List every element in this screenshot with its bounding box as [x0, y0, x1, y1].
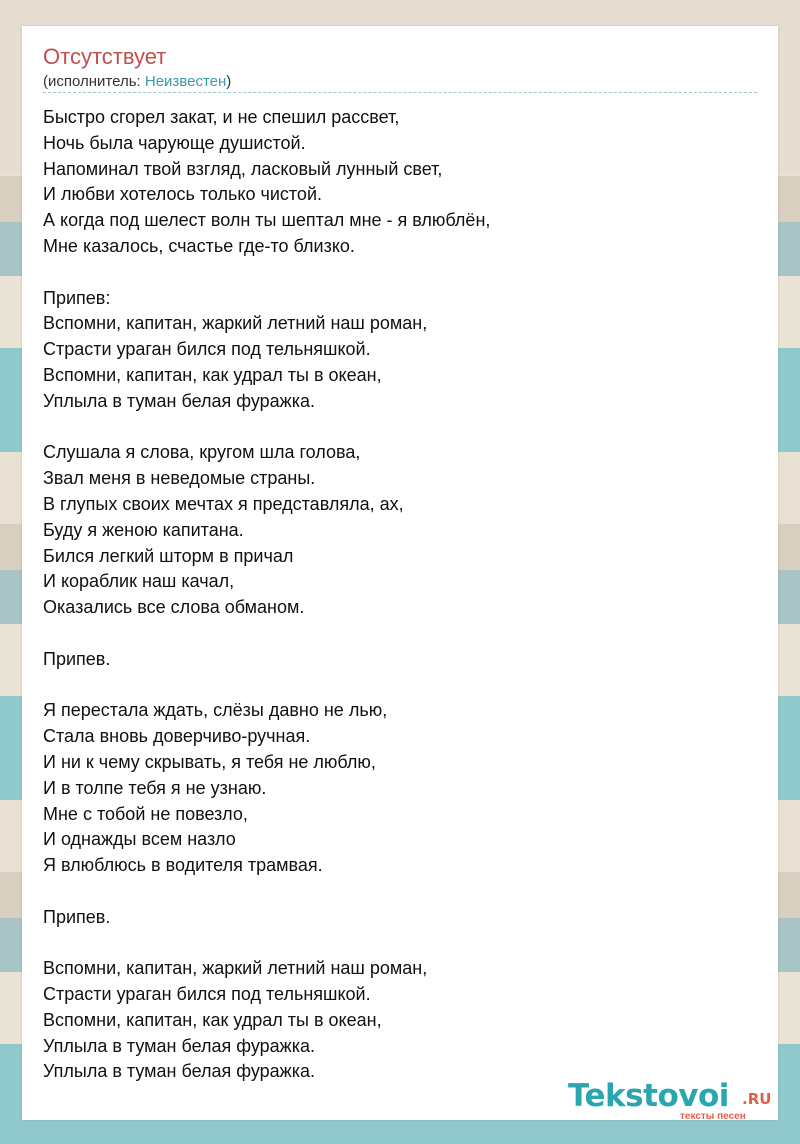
lyrics-blank-line — [43, 260, 757, 286]
site-logo[interactable] — [568, 1078, 778, 1124]
lyrics-line: Уплыла в туман белая фуражка. — [43, 390, 315, 411]
song-title: Отсутствует — [43, 44, 167, 69]
lyrics-line: Звал меня в неведомые страны. — [43, 468, 316, 489]
performer-link[interactable]: Неизвестен — [144, 73, 227, 90]
logo-tld: .RU — [742, 1090, 772, 1108]
logo-tagline: тексты песен — [680, 1111, 746, 1122]
lyrics-line: Стала вновь доверчиво-ручная. — [43, 726, 311, 747]
lyrics-line: А когда под шелест волн ты шептал мне - я влюблён, — [43, 210, 491, 231]
lyrics-text — [43, 105, 757, 1085]
lyrics-line: Припев. — [43, 906, 111, 927]
lyrics-line: В глупых своих мечтах я представляла, ах, — [43, 493, 404, 514]
lyrics-sheet — [22, 26, 778, 1120]
lyrics-line: И в толпе тебя я не узнаю. — [43, 777, 267, 798]
lyrics-line: Слушала я слова, кругом шла голова, — [43, 442, 361, 463]
performer-line — [43, 72, 231, 92]
lyrics-line: Я перестала ждать, слёзы давно не лью, — [43, 700, 388, 721]
lyrics-blank-line — [43, 621, 757, 647]
lyrics-line: Ночь была чарующе душистой. — [43, 132, 306, 153]
lyrics-line: Вспомни, капитан, как удрал ты в океан, — [43, 364, 382, 385]
header-divider — [43, 92, 757, 93]
lyrics-blank-line — [43, 673, 757, 699]
lyrics-line: И ни к чему скрывать, я тебя не люблю, — [43, 751, 376, 772]
lyrics-line: Припев. — [43, 648, 111, 669]
lyrics-line: Вспомни, капитан, жаркий летний наш роман, — [43, 313, 428, 334]
lyrics-line: Я влюблюсь в водителя трамвая. — [43, 855, 323, 876]
lyrics-line: Уплыла в туман белая фуражка. — [43, 1061, 315, 1082]
lyrics-line: Напоминал твой взгляд, ласковый лунный свет, — [43, 158, 443, 179]
logo-name: Tekstovoi — [568, 1078, 729, 1114]
lyrics-line: Вспомни, капитан, жаркий летний наш роман, — [43, 958, 428, 979]
lyrics-line: Мне с тобой не повезло, — [43, 803, 248, 824]
lyrics-line: И любви хотелось только чистой. — [43, 184, 322, 205]
lyrics-line: И кораблик наш качал, — [43, 571, 235, 592]
lyrics-line: Мне казалось, счастье где-то близко. — [43, 235, 355, 256]
lyrics-line: Буду я женою капитана. — [43, 519, 244, 540]
lyrics-blank-line — [43, 879, 757, 905]
lyrics-blank-line — [43, 415, 757, 441]
lyrics-line: Оказались все слова обманом. — [43, 597, 305, 618]
lyrics-line: И однажды всем назло — [43, 829, 236, 850]
lyrics-line: Припев: — [43, 287, 111, 308]
lyrics-line: Страсти ураган бился под тельняшкой. — [43, 339, 371, 360]
performer-prefix: (исполнитель: — [43, 73, 145, 90]
lyrics-line: Вспомни, капитан, как удрал ты в океан, — [43, 1009, 382, 1030]
lyrics-line: Страсти ураган бился под тельняшкой. — [43, 984, 371, 1005]
lyrics-line: Уплыла в туман белая фуражка. — [43, 1035, 315, 1056]
lyrics-line: Быстро сгорел закат, и не спешил рассвет, — [43, 107, 400, 127]
lyrics-line: Бился легкий шторм в причал — [43, 545, 294, 566]
lyrics-blank-line — [43, 931, 757, 957]
performer-suffix: ) — [226, 73, 232, 90]
